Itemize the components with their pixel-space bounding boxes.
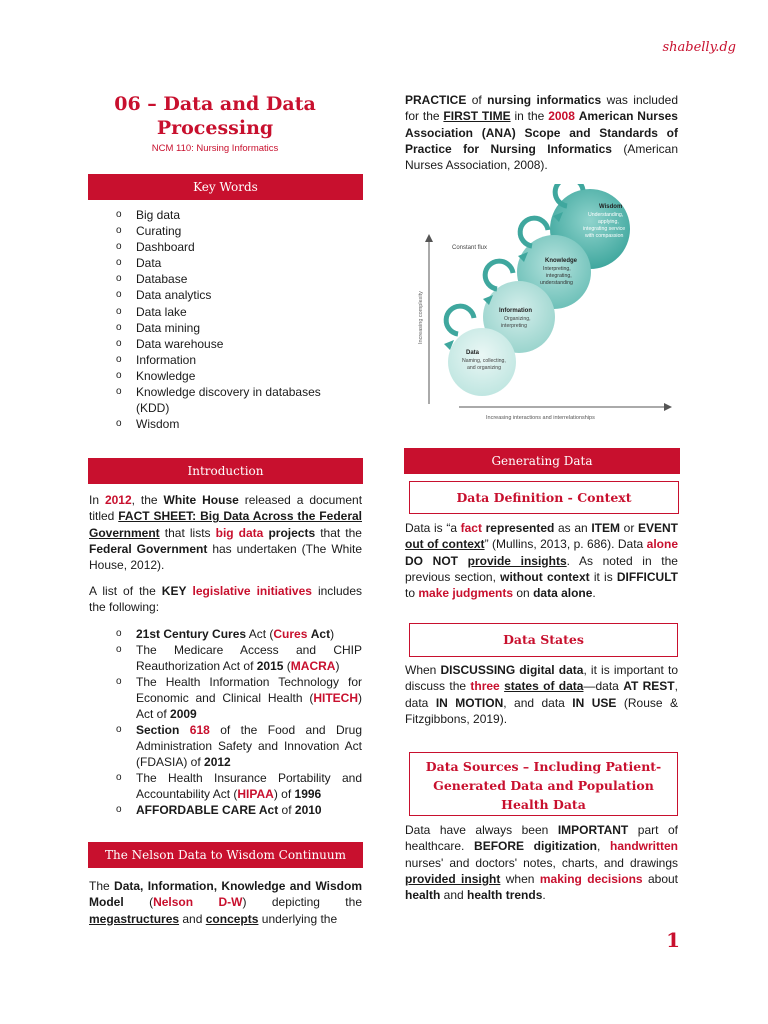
stage-data-name: Data	[466, 350, 480, 356]
data-states-heading: Data States	[409, 623, 678, 657]
key-word-item	[116, 320, 346, 336]
key-word-item	[116, 239, 346, 255]
course-subtitle: NCM 110: Nursing Informatics	[151, 143, 279, 154]
key-word-item	[116, 384, 346, 416]
bullet-icon: o	[116, 386, 122, 398]
constant-flux-label: Constant flux	[452, 245, 488, 251]
key-word-text: Knowledge	[136, 368, 196, 383]
bullet-icon: o	[116, 289, 122, 301]
key-word-item	[116, 368, 346, 384]
bullet-icon: o	[116, 321, 122, 333]
stage-knowledge-desc: understanding	[540, 280, 573, 286]
key-word-text: Dashboard	[136, 240, 195, 255]
stage-knowledge-desc: Interpreting,	[543, 266, 571, 272]
key-word-text: Big data	[136, 208, 181, 222]
key-word-item	[116, 223, 346, 239]
document-title: 06 – Data and Data Processing	[114, 93, 316, 139]
nelson-dw-diagram	[404, 184, 680, 424]
key-word-text: Data lake	[136, 304, 187, 319]
introduction-banner: Introduction	[88, 458, 363, 484]
key-word-item	[116, 304, 346, 320]
key-word-text: Curating	[136, 224, 182, 239]
legislative-intro: A list of the KEY legislative initiatives includes the following:	[89, 584, 362, 615]
key-word-text: Data analytics	[136, 288, 212, 303]
key-word-text: Wisdom	[136, 417, 180, 432]
stage-information-desc: Organizing,	[504, 316, 531, 322]
stage-knowledge-desc: integrating,	[546, 273, 572, 279]
key-word-text: Knowledge discovery in databases (KDD)	[136, 385, 321, 416]
key-word-text: Information	[136, 352, 197, 367]
y-axis-arrow	[425, 234, 433, 242]
bullet-icon: o	[116, 225, 122, 237]
key-words-list	[116, 207, 346, 432]
y-axis-label: Increasing complexity	[418, 291, 424, 344]
key-word-item	[116, 287, 346, 303]
stage-information-desc: interpreting	[501, 323, 527, 329]
key-word-text: Data	[136, 256, 162, 271]
data-definition-paragraph: Data is “a fact represented as an ITEM or EVENT out of context” (Mullins, 2013, p. 686). Data alone DO NOT provide insights. As noted in the previous section, without context it is DIFFICULT to make judgments on data alone.	[405, 521, 678, 601]
legislative-list	[116, 626, 362, 818]
stage-data-desc: and organizing	[467, 365, 502, 371]
spiral-1	[446, 306, 474, 334]
nelson-paragraph: The Data, Information, Knowledge and Wisdom Model (Nelson D-W) depicting the megastructures and concepts underlying the	[89, 879, 362, 926]
stage-wisdom-desc: with compassion	[585, 233, 624, 239]
practice-paragraph: PRACTICE of nursing informatics was included for the FIRST TIME in the 2008 American Nurses Association (ANA) Scope and Standards of Practice for Nursing Informatics (American Nurses Association, 2008).	[405, 93, 679, 173]
page-number: 1	[666, 928, 680, 952]
bullet-icon: o	[116, 241, 122, 253]
list-item: o The Health Insurance Portability and Accountability Act (HIPAA) of 1996	[116, 771, 362, 801]
key-word-text: Data warehouse	[136, 336, 224, 351]
key-word-item	[116, 336, 346, 352]
list-item: o The Medicare Access and CHIP Reauthorization Act of 2015 (MACRA)	[116, 643, 362, 673]
bullet-icon: o	[116, 257, 122, 269]
key-words-banner: Key Words	[88, 174, 363, 200]
bullet-icon: o	[116, 305, 122, 317]
nelson-banner: The Nelson Data to Wisdom Continuum	[88, 842, 363, 868]
key-word-text: Data mining	[136, 320, 201, 335]
stage-wisdom-name: Wisdom	[599, 204, 623, 210]
x-axis-arrow	[664, 403, 672, 411]
x-axis-label: Increasing interactions and interrelationships	[486, 415, 595, 421]
list-item: o AFFORDABLE CARE Act of 2010	[116, 803, 322, 817]
generating-data-banner: Generating Data	[404, 448, 680, 474]
stage-wisdom-desc: integrating service	[583, 226, 626, 232]
stage-knowledge-name: Knowledge	[545, 258, 578, 264]
list-item: o Section 618 of the Food and Drug Administration Safety and Innovation Act (FDASIA) of 2012	[116, 723, 362, 769]
key-word-text: Database	[136, 272, 188, 287]
bullet-icon: o	[116, 353, 122, 365]
data-definition-heading: Data Definition - Context	[409, 481, 679, 514]
data-states-paragraph: When DISCUSSING digital data, it is important to discuss the three states of data—data AT REST, data IN MOTION, and data IN USE (Rouse & Fitzgibbons, 2019).	[405, 663, 678, 726]
stage-data-desc: Naming, collecting,	[462, 358, 506, 364]
data-sources-heading: Data Sources – Including Patient-Generated Data and Population Health Data	[409, 752, 678, 816]
bullet-icon: o	[116, 209, 122, 220]
stage-information-name: Information	[499, 308, 532, 314]
bullet-icon: o	[116, 369, 122, 381]
intro-paragraph: In 2012, the White House released a document titled FACT SHEET: Big Data Across the Federal Government that lists big data projects that the Federal Government has undertaken (The White House, 2012).	[89, 493, 363, 573]
bullet-icon: o	[116, 337, 122, 349]
bullet-icon: o	[116, 418, 122, 430]
key-word-item	[116, 207, 346, 223]
data-sources-paragraph: Data have always been IMPORTANT part of healthcare. BEFORE digitization, handwritten nurses' and doctors' notes, charts, and drawings provided insight when making decisions about health and health trends.	[405, 823, 679, 903]
stage-wisdom-desc: Understanding,	[588, 212, 624, 218]
author-signature: shabelly.dg	[662, 40, 736, 55]
key-word-item	[116, 416, 346, 432]
list-item: o 21st Century Cures Act (Cures Act)	[116, 627, 335, 641]
bullet-icon: o	[116, 273, 122, 285]
key-word-item	[116, 255, 346, 271]
key-word-item	[116, 352, 346, 368]
stage-wisdom-desc: applying,	[598, 219, 619, 225]
key-word-item	[116, 271, 346, 287]
list-item: o The Health Information Technology for Economic and Clinical Health (HITECH) Act of 2009	[116, 675, 362, 721]
